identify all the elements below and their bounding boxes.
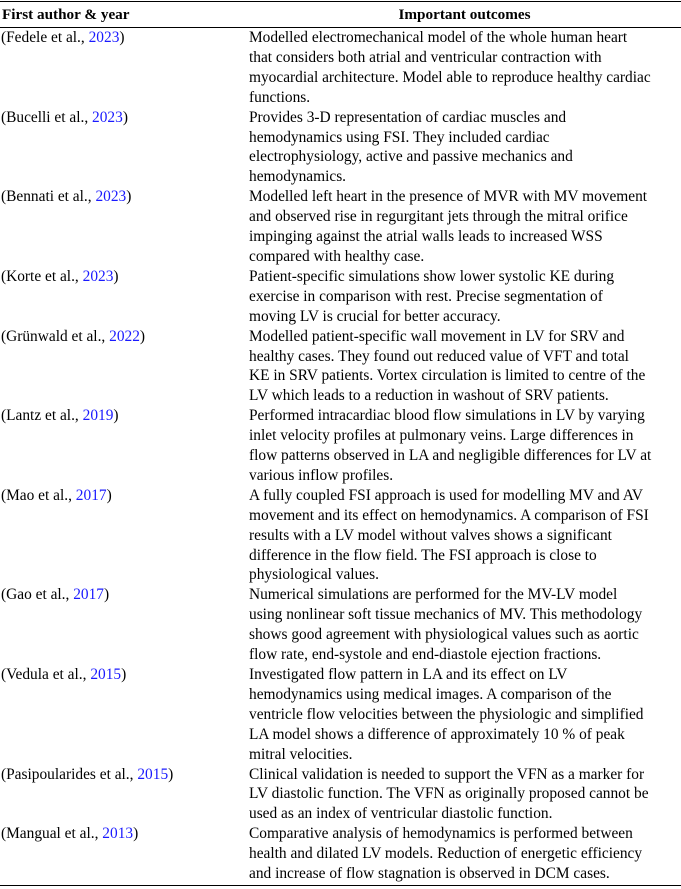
citation-close-paren: ) — [139, 327, 146, 345]
author-cell — [0, 585, 248, 665]
outcome-cell — [248, 486, 681, 586]
author-cell — [0, 665, 248, 765]
citation-close-paren: ) — [106, 486, 112, 504]
table-row — [0, 28, 681, 108]
author-cell — [0, 406, 248, 486]
citation-year-link[interactable]: 2013 — [102, 825, 134, 843]
outcome-cell — [248, 585, 681, 665]
header-first-author-year: First author & year — [0, 2, 248, 28]
outcome-line: various inflow profiles. — [249, 466, 394, 484]
outcome-cell — [248, 327, 681, 407]
author-name: (Mangual et al., — [1, 825, 103, 843]
outcome-line: mitral velocities. — [249, 745, 353, 763]
table-row — [0, 406, 681, 486]
author-name: (Pasipoularides et al., — [1, 765, 138, 783]
citation-close-paren: ) — [168, 765, 174, 783]
outcome-line: healthy cases. They found out reduced value of VFT and total — [249, 347, 629, 365]
citation-close-paren: ) — [113, 407, 119, 425]
outcome-cell — [248, 665, 681, 765]
table-row — [0, 267, 681, 327]
author-name: (Lantz et al., — [1, 407, 83, 425]
outcome-line: difference in the flow field. The FSI approach is close to — [249, 546, 597, 564]
citation-close-paren: ) — [122, 108, 128, 126]
outcome-cell — [248, 108, 681, 188]
citation-year-link[interactable]: 2023 — [92, 108, 123, 126]
citation-year-link[interactable]: 2023 — [88, 29, 120, 46]
outcome-line: that considers both atrial and ventricular contraction with — [249, 48, 602, 66]
citation-year-link[interactable]: 2022 — [109, 327, 140, 345]
outcome-line: and increase of flow stagnation is observed in DCM cases. — [249, 865, 610, 883]
outcome-line: Modelled electromechanical model of the whole human heart — [249, 29, 628, 46]
outcome-line: Patient-specific simulations show lower systolic KE during — [249, 267, 615, 285]
outcome-line: flow patterns observed in LA and negligible differences for LV at — [249, 447, 652, 465]
author-cell — [0, 267, 248, 327]
outcome-line: LV diastolic function. The VFN as originally proposed cannot be — [249, 785, 649, 803]
outcome-cell — [248, 824, 681, 885]
author-cell — [0, 486, 248, 586]
table-row — [0, 765, 681, 825]
outcome-cell — [248, 267, 681, 327]
citation-year-link[interactable]: 2015 — [137, 765, 169, 783]
outcome-line: using nonlinear soft tissue mechanics of MV. This methodology — [249, 606, 643, 624]
outcome-line: ventricle flow velocities between the physiologic and simplified — [249, 705, 644, 723]
outcome-line: hemodynamics using medical images. A comparison of the — [249, 685, 612, 703]
outcome-line: used as an index of ventricular diastolic function. — [249, 805, 553, 823]
author-name: (Grünwald et al., — [1, 327, 110, 345]
table-row — [0, 108, 681, 188]
table-row — [0, 585, 681, 665]
outcome-line: A fully coupled FSI approach is used for modelling MV and AV — [249, 486, 643, 504]
outcome-line: hemodynamics. — [249, 168, 347, 186]
outcome-line: Provides 3-D representation of cardiac muscles and — [249, 108, 567, 126]
author-cell — [0, 824, 248, 885]
outcome-line: results with a LV model without valves shows a significant — [249, 526, 612, 544]
citation-close-paren: ) — [119, 29, 125, 46]
outcome-line: KE in SRV patients. Vortex circulation is limited to centre of the — [249, 367, 646, 385]
table-body — [0, 28, 681, 886]
outcome-line: Modelled left heart in the presence of MVR with MV movement — [249, 188, 648, 206]
outcome-line: Performed intracardiac blood flow simulations in LV by varying — [249, 407, 645, 425]
outcome-line: movement and its effect on hemodynamics. A comparison of FSI — [249, 506, 649, 524]
author-name: (Fedele et al., — [1, 29, 89, 46]
citation-year-link[interactable]: 2015 — [90, 666, 122, 683]
citation-close-paren: ) — [113, 267, 119, 285]
author-name: (Bennati et al., — [1, 188, 96, 206]
outcome-line: Investigated flow pattern in LA and its effect on LV — [249, 666, 568, 683]
author-cell — [0, 108, 248, 188]
author-cell — [0, 187, 248, 267]
citation-year-link[interactable]: 2023 — [95, 188, 127, 206]
citation-close-paren: ) — [121, 666, 127, 683]
citation-year-link[interactable]: 2023 — [82, 267, 114, 285]
outcome-line: health and dilated LV models. Reduction of energetic efficiency — [249, 845, 643, 863]
outcome-line: and observed rise in regurgitant jets through the mitral orifice — [249, 208, 628, 226]
outcome-line: Clinical validation is needed to support the VFN as a marker for — [249, 765, 645, 783]
header-important-outcomes: Important outcomes — [248, 2, 681, 28]
table-row — [0, 327, 681, 407]
outcome-cell — [248, 406, 681, 486]
outcome-line: LV which leads to a reduction in washout of SRV patients. — [249, 387, 609, 405]
table-row — [0, 187, 681, 267]
outcome-line: impinging against the atrial walls leads to increased WSS — [249, 228, 603, 246]
outcome-line: inlet velocity profiles at pulmonary veins. Large differences in — [249, 427, 634, 445]
author-name: (Gao et al., — [1, 586, 74, 604]
table-row — [0, 824, 681, 885]
outcome-cell — [248, 28, 681, 108]
outcome-line: electrophysiology, active and passive mechanics and — [249, 148, 573, 166]
author-cell — [0, 28, 248, 108]
table-row — [0, 665, 681, 765]
outcome-cell — [248, 765, 681, 825]
outcome-line: Modelled patient-specific wall movement in LV for SRV and — [249, 327, 625, 345]
literature-table — [0, 1, 681, 886]
outcome-line: functions. — [249, 88, 311, 106]
citation-year-link[interactable]: 2019 — [82, 407, 114, 425]
header-row — [0, 2, 681, 28]
author-name: (Mao et al., — [1, 486, 76, 504]
outcome-line: Numerical simulations are performed for the MV-LV model — [249, 586, 618, 604]
outcome-line: myocardial architecture. Model able to reproduce healthy cardiac — [249, 68, 651, 86]
author-cell — [0, 765, 248, 825]
table-header — [0, 2, 681, 28]
outcome-line: Comparative analysis of hemodynamics is performed between — [249, 825, 633, 843]
citation-year-link[interactable]: 2017 — [73, 586, 104, 604]
outcome-line: shows good agreement with physiological values such as aortic — [249, 626, 639, 644]
outcome-line: hemodynamics using FSI. They included cardiac — [249, 128, 550, 146]
outcome-line: moving LV is crucial for better accuracy. — [249, 307, 501, 325]
citation-close-paren: ) — [126, 188, 132, 206]
citation-year-link[interactable]: 2017 — [75, 486, 107, 504]
outcome-line: compared with healthy case. — [249, 247, 425, 265]
outcome-cell — [248, 187, 681, 267]
citation-close-paren: ) — [104, 586, 110, 604]
author-name: (Vedula et al., — [1, 666, 91, 683]
outcome-line: exercise in comparison with rest. Precise segmentation of — [249, 287, 603, 305]
outcome-line: LA model shows a difference of approximately 10 % of peak — [249, 725, 625, 743]
outcome-line: physiological values. — [249, 566, 379, 584]
author-cell — [0, 327, 248, 407]
author-name: (Bucelli et al., — [1, 108, 93, 126]
citation-close-paren: ) — [133, 825, 139, 843]
table-row — [0, 486, 681, 586]
author-name: (Korte et al., — [1, 267, 83, 285]
outcome-line: flow rate, end-systole and end-diastole ejection fractions. — [249, 646, 602, 664]
